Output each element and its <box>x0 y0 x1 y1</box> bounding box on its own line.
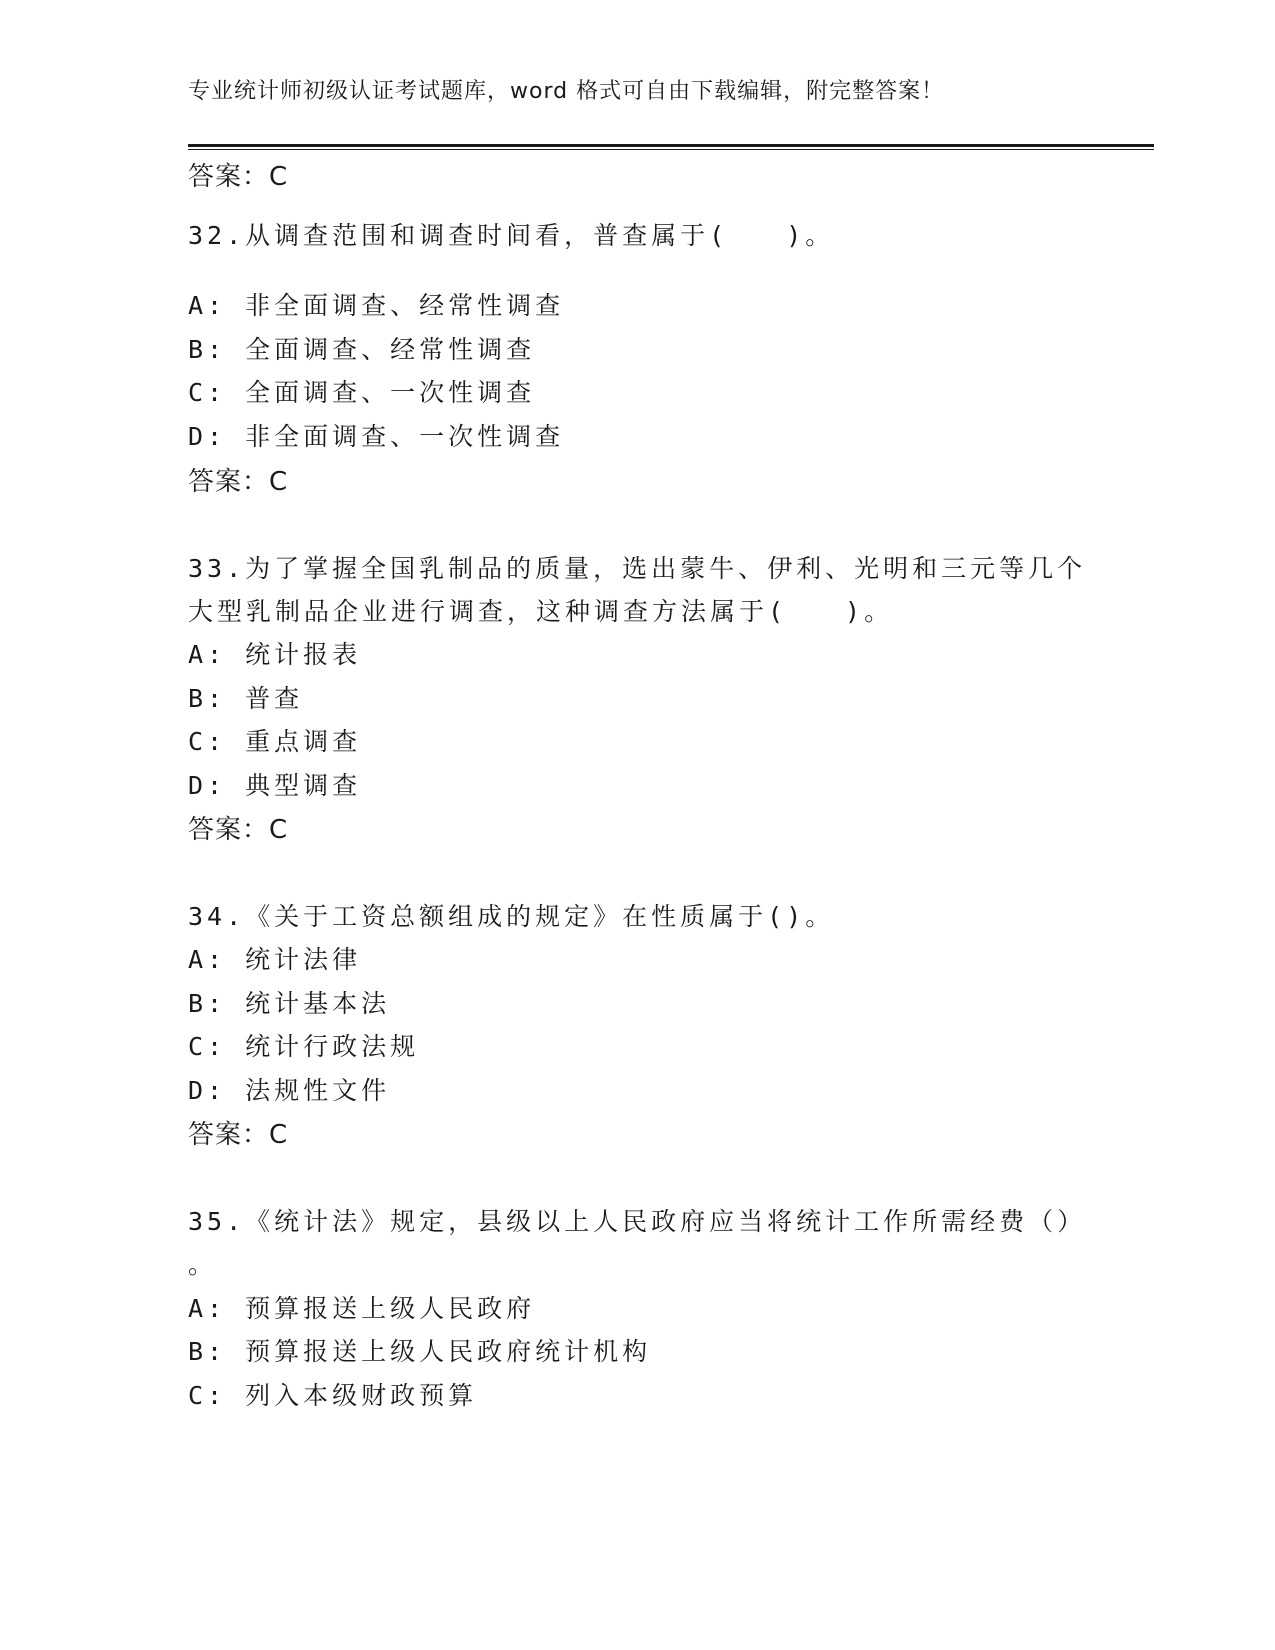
page-header: 专业统计师初级认证考试题库，word 格式可自由下载编辑，附完整答案！ <box>188 79 945 104</box>
question-35-option-c: C: 列入本级财政预算 <box>188 1381 478 1410</box>
previous-answer: 答案：C <box>188 162 289 192</box>
question-32-stem: 32.从调查范围和调查时间看，普查属于( )。 <box>188 221 835 250</box>
question-35-option-a: A: 预算报送上级人民政府 <box>188 1294 536 1323</box>
question-34-option-a: A: 统计法律 <box>188 945 362 974</box>
question-33-option-a: A: 统计报表 <box>188 640 362 669</box>
header-rule <box>188 144 1154 150</box>
question-34-answer: 答案：C <box>188 1120 289 1150</box>
question-35-stem-line2: 。 <box>188 1250 218 1279</box>
question-34-option-d: D: 法规性文件 <box>188 1076 391 1105</box>
question-32-answer: 答案：C <box>188 467 289 497</box>
question-34-option-b: B: 统计基本法 <box>188 989 391 1018</box>
question-35-stem-line1: 35.《统计法》规定，县级以上人民政府应当将统计工作所需经费（） <box>188 1207 1087 1236</box>
question-35-option-b: B: 预算报送上级人民政府统计机构 <box>188 1337 652 1366</box>
question-33-answer: 答案：C <box>188 815 289 845</box>
question-33-option-b: B: 普查 <box>188 684 304 713</box>
question-32-option-d: D: 非全面调查、一次性调查 <box>188 422 565 451</box>
question-32-option-b: B: 全面调查、经常性调查 <box>188 335 536 364</box>
question-33-stem-line2: 大型乳制品企业进行调查，这种调查方法属于( )。 <box>188 597 894 626</box>
question-33-option-d: D: 典型调查 <box>188 771 362 800</box>
question-34-stem: 34.《关于工资总额组成的规定》在性质属于()。 <box>188 902 835 931</box>
question-33-stem-line1: 33.为了掌握全国乳制品的质量，选出蒙牛、伊利、光明和三元等几个 <box>188 554 1087 583</box>
question-32-option-c: C: 全面调查、一次性调查 <box>188 378 536 407</box>
question-32-option-a: A: 非全面调查、经常性调查 <box>188 291 565 320</box>
question-33-option-c: C: 重点调查 <box>188 727 362 756</box>
question-34-option-c: C: 统计行政法规 <box>188 1032 420 1061</box>
